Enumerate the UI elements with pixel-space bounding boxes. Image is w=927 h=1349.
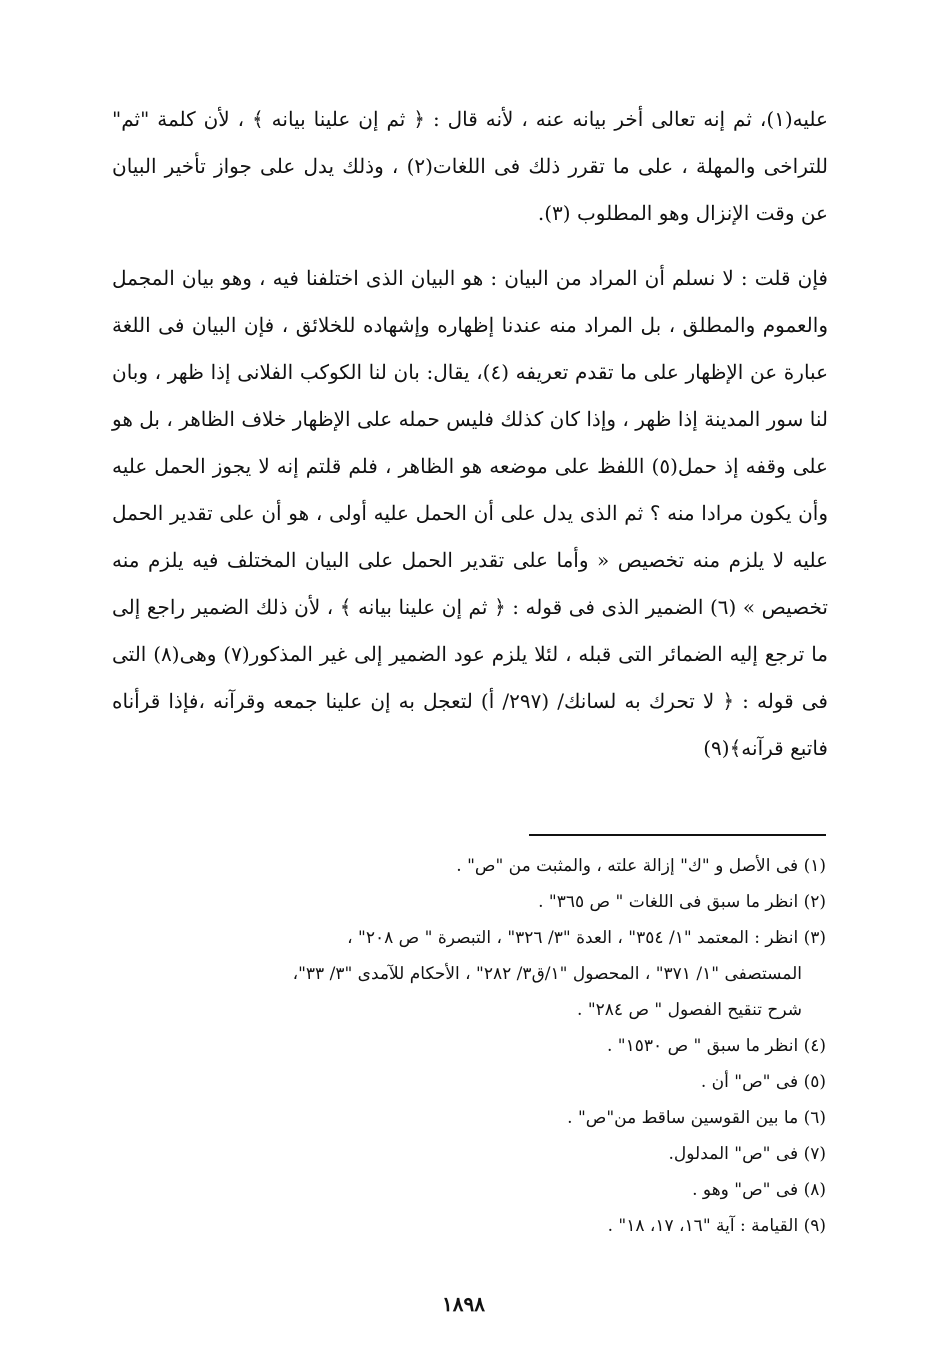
footnote-3-line-1: (٣) انظر : المعتمد "١/ ٣٥٤" ، العدة "٣/ ٣٢٦" ، التبصرة " ص ٢٠٨" ، [347, 928, 826, 948]
footnote-6: (٦) ما بين القوسين ساقط من"ص" . [567, 1108, 826, 1128]
main-text [112, 96, 828, 772]
footnote-9: (٩) القيامة : آية "١٦، ١٧، ١٨" . [607, 1216, 826, 1236]
footnote-divider [529, 834, 826, 836]
footnote-3-line-2: المستصفى "١/ ٣٧١" ، المحصول "١/ق٣/ ٢٨٢" ، الأحكام للآمدى "٣/ ٣٣"، [292, 964, 802, 984]
paragraph-1: عليه(١)، ثم إنه تعالى أخر بيانه عنه ، لأنه قال : ﴿ ثم إن علينا بيانه ﴾ ، لأن كلمة "ثم" للتراخى والمهلة ، على ما تقرر ذلك فى اللغات(٢) ، وذلك يدل على جواز تأخير البيان عن وقت الإنزال وهو المطلوب (٣). [112, 107, 828, 225]
page-number: ١٨٩٨ [442, 1292, 485, 1316]
footnote-5: (٥) فى "ص" أن . [700, 1072, 826, 1092]
footnote-1: (١) فى الأصل و "ك" إزالة علته ، والمثبت من "ص" . [456, 856, 826, 876]
footnote-8: (٨) فى "ص" وهو . [692, 1180, 826, 1200]
footnote-7: (٧) فى "ص" المدلول. [668, 1144, 826, 1164]
footnotes [292, 848, 826, 1244]
footnote-3-line-3: شرح تنقيح الفصول " ص ٢٨٤" . [577, 1000, 802, 1020]
paragraph-2: فإن قلت : لا نسلم أن المراد من البيان : هو البيان الذى اختلفنا فيه ، وهو بيان المجمل والعموم والمطلق ، بل المراد منه عندنا إظهاره وإشهاده للخلائق ، فإن البيان فى اللغة عبارة عن الإظهار على ما تقدم تعريفه (٤)، يقال: بان لنا الكوكب الفلانى إذا ظهر ، وبان لنا سور المدينة إذا ظهر ، وإذا كان كذلك فليس حمله على الإظهار خلاف الظاهر ، بل هو على وقفه إذ حمل(٥) اللفظ على موضعه هو الظاهر ، فلم قلتم إنه لا يجوز الحمل عليه وأن يكون مرادا منه ؟ ثم الذى يدل على أن الحمل عليه أولى ، هو أن على تقدير الحمل عليه لا يلزم منه تخصيص « وأما على تقدير الحمل على البيان المختلف فيه يلزم منه تخصيص » (٦) الضمير الذى فى قوله : ﴿ ثم إن علينا بيانه ﴾ ، لأن ذلك الضمير راجع إلى ما ترجع إليه الضمائر التى قبله ، لئلا يلزم عود الضمير إلى غير المذكور(٧) وهى(٨) التى فى قوله : ﴿ لا تحرك به لسانك/ (٢٩٧/ أ) لتعجل به إن علينا جمعه وقرآنه ،فإذا قرأناه فاتبع قرآنه﴾(٩) [112, 266, 829, 760]
footnote-4: (٤) انظر ما سبق " ص ١٥٣٠" . [607, 1036, 826, 1056]
footnote-2: (٢) انظر ما سبق فى اللغات " ص ٣٦٥" . [538, 892, 826, 912]
